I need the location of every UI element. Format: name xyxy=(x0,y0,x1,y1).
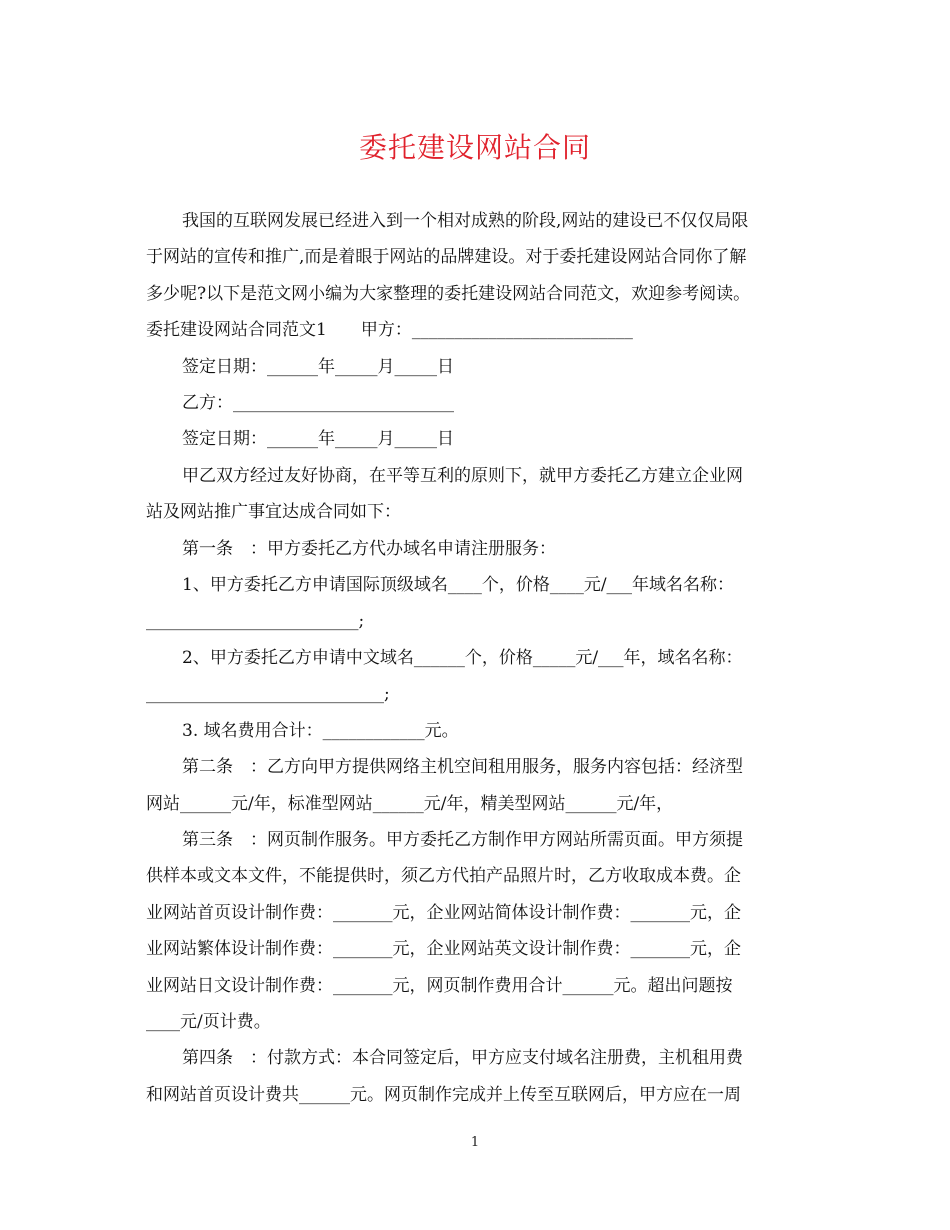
article-1-heading: 第一条 ：甲方委托乙方代办域名申请注册服务： xyxy=(182,538,556,559)
document-title: 委托建设网站合同 xyxy=(358,131,591,164)
document-body xyxy=(146,203,808,1113)
article-2-line-2: 网站______元/年，标准型网站______元/年，精美型网站______元/年， xyxy=(146,793,674,814)
intro-line-1: 我国的互联网发展已经进入到一个相对成熟的阶段,网站的建设已不仅仅局限 xyxy=(182,211,749,231)
article-1-item-2: 2、甲方委托乙方申请中文域名______个，价格_____元/___年，域名名称： xyxy=(182,647,743,668)
party-a-sign-date: 签定日期：______年_____月_____日 xyxy=(182,356,454,377)
article-3-line-1: 第三条 ：网页制作服务。甲方委托乙方制作甲方网站所需页面。甲方须提 xyxy=(182,829,743,850)
article-3-line-2: 供样本或文本文件，不能提供时，须乙方代拍产品照片时，乙方收取成本费。企 xyxy=(146,866,741,887)
article-4-line-2: 和网站首页设计费共______元。网页制作完成并上传至互联网后，甲方应在一周 xyxy=(146,1084,741,1105)
preamble-line-1: 甲乙双方经过友好协商，在平等互利的原则下，就甲方委托乙方建立企业网 xyxy=(182,465,743,486)
article-1-item-1-blank: _________________________; xyxy=(146,611,365,632)
article-1-item-3: 3. 域名费用合计：____________元。 xyxy=(182,720,459,741)
intro-line-3: 多少呢?以下是范文网小编为大家整理的委托建设网站合同范文，欢迎参考阅读。 xyxy=(146,283,751,304)
article-4-line-1: 第四条 ：付款方式：本合同签定后，甲方应支付域名注册费，主机租用费 xyxy=(182,1048,743,1069)
page-number: 1 xyxy=(470,1135,480,1150)
article-1-item-2-blank: ____________________________; xyxy=(146,684,390,705)
article-3-line-4: 业网站繁体设计制作费：_______元，企业网站英文设计制作费：_______元，企 xyxy=(146,939,741,960)
party-b-line: 乙方：__________________________ xyxy=(182,393,454,414)
intro-line-2: 于网站的宣传和推广,而是着眼于网站的品牌建设。对于委托建设网站合同你了解 xyxy=(146,247,747,268)
sample-heading-party-a: 委托建设网站合同范文1 甲方：__________________________ xyxy=(146,320,633,341)
article-3-line-6: ____元/页计费。 xyxy=(146,1011,271,1032)
article-2-line-1: 第二条 ：乙方向甲方提供网络主机空间租用服务，服务内容包括：经济型 xyxy=(182,757,743,778)
article-3-line-5: 业网站日文设计制作费：_______元，网页制作费用合计______元。超出问题按 xyxy=(146,975,733,996)
article-1-item-1: 1、甲方委托乙方申请国际顶级域名____个，价格____元/___年域名名称： xyxy=(182,575,735,596)
preamble-line-2: 站及网站推广事宜达成合同如下： xyxy=(146,502,401,523)
party-b-sign-date: 签定日期：______年_____月_____日 xyxy=(182,429,454,450)
article-3-line-3: 业网站首页设计制作费：_______元，企业网站简体设计制作费：_______元，企 xyxy=(146,902,741,923)
